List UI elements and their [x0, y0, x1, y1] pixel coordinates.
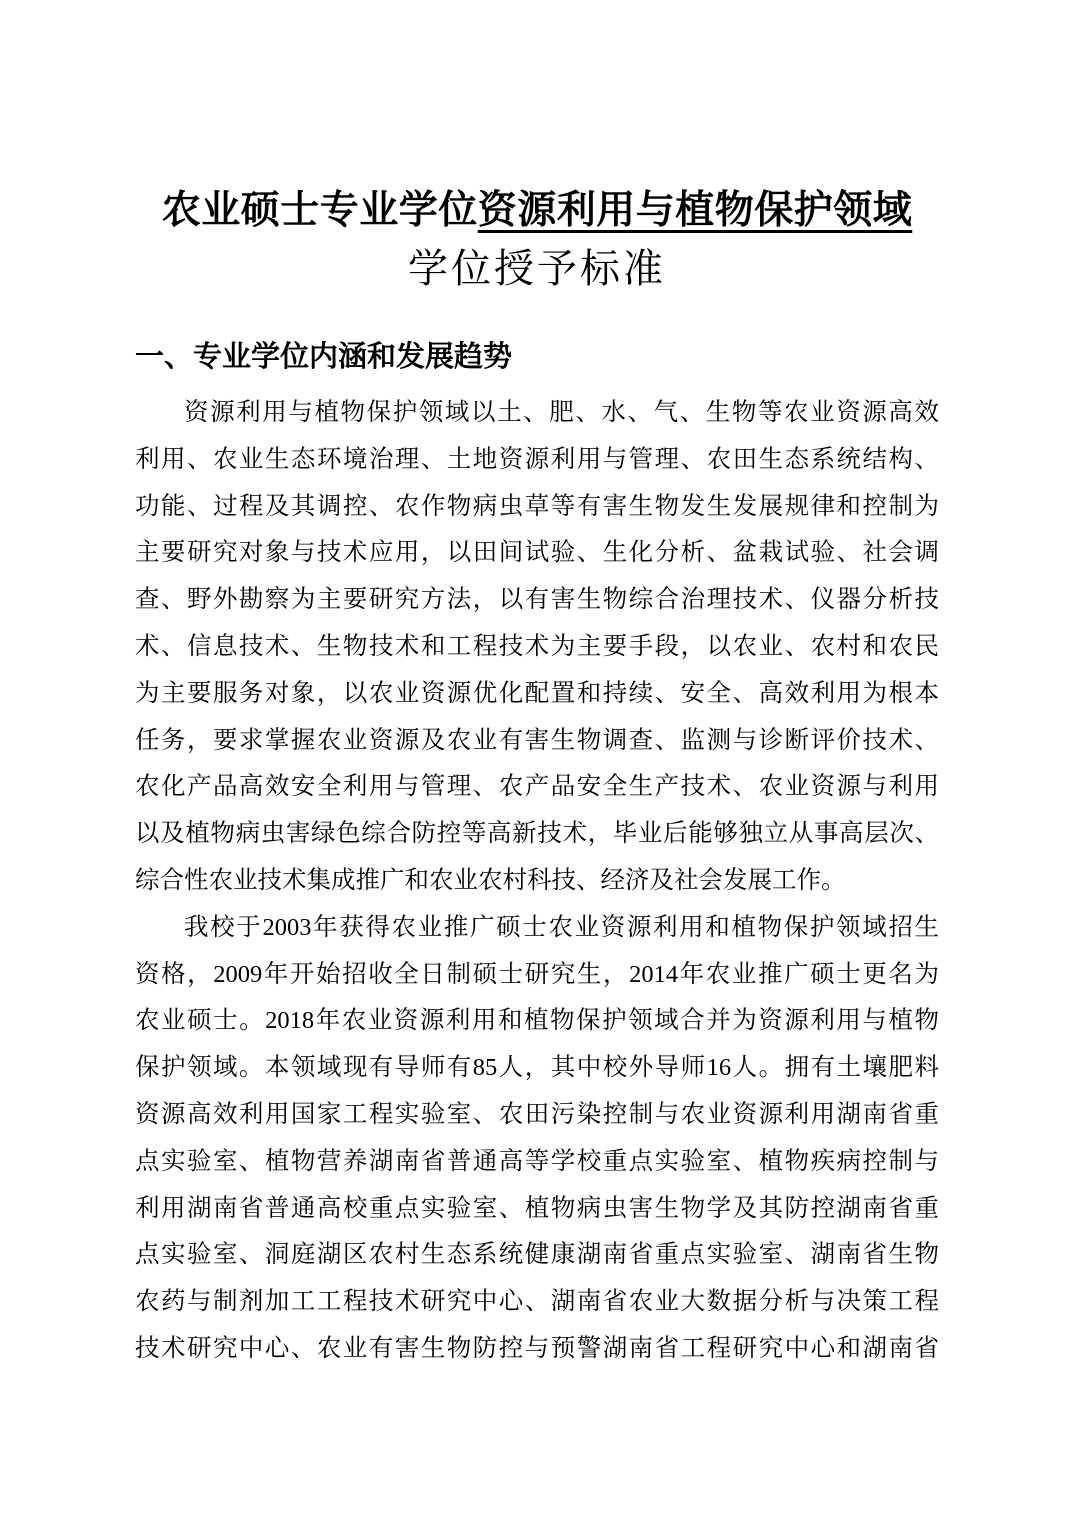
body-paragraph-2-line: 农业硕士。2018年农业资源利用和植物保护领域合并为资源利用与植物 — [135, 1007, 939, 1035]
title-line1-prefix: 农业硕士专业学位 — [161, 189, 478, 232]
body-paragraph-2-line: 技术研究中心、农业有害生物防控与预警湖南省工程研究中心和湖南省 — [135, 1334, 939, 1362]
body-paragraph-1-line: 术、信息技术、生物技术和工程技术为主要手段，以农业、农村和农民 — [135, 632, 939, 660]
body-paragraph-1-line: 任务，要求掌握农业资源及农业有害生物调查、监测与诊断评价技术、 — [135, 726, 939, 754]
body-paragraph-2-line: 农药与制剂加工工程技术研究中心、湖南省农业大数据分析与决策工程 — [135, 1288, 939, 1316]
body-paragraph-1-line: 主要研究对象与技术应用，以田间试验、生化分析、盆栽试验、社会调 — [135, 539, 939, 567]
body-paragraph-2-line: 点实验室、植物营养湖南省普通高等学校重点实验室、植物疾病控制与 — [135, 1147, 939, 1175]
title-line1-underlined-field: 资源利用与植物保护领域 — [477, 189, 913, 232]
body-paragraph-2-line: 资格，2009年开始招收全日制硕士研究生，2014年农业推广硕士更名为 — [135, 960, 939, 988]
document-body — [135, 390, 939, 1373]
body-paragraph-1-line: 查、野外勘察为主要研究方法，以有害生物综合治理技术、仪器分析技 — [135, 586, 939, 614]
section-heading: 一、专业学位内涵和发展趋势 — [135, 341, 513, 373]
title-line1 — [135, 182, 939, 240]
body-paragraph-1-line: 功能、过程及其调控、农作物病虫草等有害生物发生发展规律和控制为 — [135, 492, 939, 520]
body-paragraph-2-line: 点实验室、洞庭湖区农村生态系统健康湖南省重点实验室、湖南省生物 — [135, 1241, 939, 1269]
body-paragraph-2-line: 资源高效利用国家工程实验室、农田污染控制与农业资源利用湖南省重 — [135, 1100, 939, 1128]
body-paragraph-1-line: 利用、农业生态环境治理、土地资源利用与管理、农田生态系统结构、 — [135, 445, 939, 473]
document-title — [135, 182, 939, 298]
body-paragraph-2-line: 保护领域。本领域现有导师有85人，其中校外导师16人。拥有土壤肥料 — [135, 1054, 939, 1082]
body-paragraph-1-line: 为主要服务对象，以农业资源优化配置和持续、安全、高效利用为根本 — [135, 679, 939, 707]
title-line2: 学位授予标准 — [408, 246, 666, 291]
body-paragraph-1-line: 农化产品高效安全利用与管理、农产品安全生产技术、农业资源与利用 — [135, 773, 939, 801]
body-paragraph-2-line: 我校于2003年获得农业推广硕士农业资源利用和植物保护领域招生 — [184, 913, 939, 941]
body-paragraph-1-line: 以及植物病虫害绿色综合防控等高新技术，毕业后能够独立从事高层次、 — [135, 820, 939, 848]
body-paragraph-2-line: 利用湖南省普通高校重点实验室、植物病虫害生物学及其防控湖南省重 — [135, 1194, 939, 1222]
body-paragraph-1-line: 资源利用与植物保护领域以土、肥、水、气、生物等农业资源高效 — [184, 399, 939, 426]
body-paragraph-1-line: 综合性农业技术集成推广和农业农村科技、经济及社会发展工作。 — [135, 866, 846, 894]
